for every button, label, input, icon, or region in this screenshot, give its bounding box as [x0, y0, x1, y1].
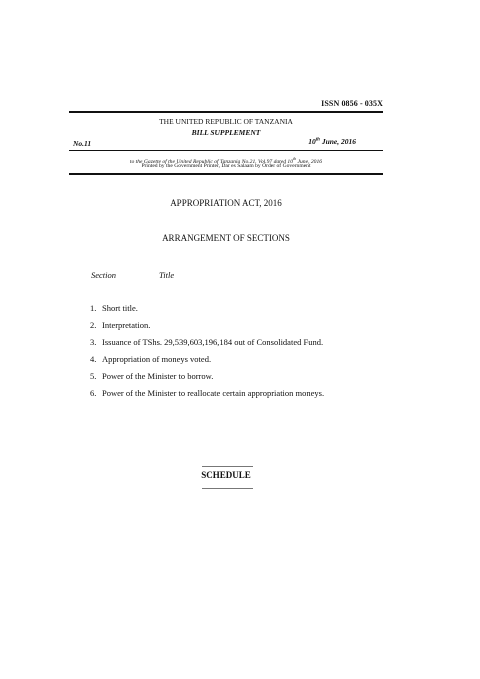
printer-line: Printed by the Government Printer, Dar es Salaam by Order of Government: [141, 163, 311, 169]
schedule-top-rule: [202, 466, 253, 467]
column-header-title: Title: [159, 270, 175, 280]
column-header-section: Section: [91, 270, 117, 280]
section-title: Appropriation of moneys voted.: [102, 354, 212, 364]
section-number: 6.: [90, 388, 97, 398]
sections-list: [90, 302, 324, 404]
section-title: Power of the Minister to reallocate certain appropriation moneys.: [102, 388, 325, 398]
section-item: [90, 302, 324, 319]
header-top-rule: [69, 111, 383, 113]
section-item: [90, 353, 324, 370]
section-number: 2.: [90, 320, 97, 330]
republic-heading: THE UNITED REPUBLIC OF TANZANIA: [159, 117, 293, 126]
section-number: 1.: [90, 303, 97, 313]
date-ordinal: th: [315, 137, 320, 143]
section-item: [90, 336, 324, 353]
header-middle-rule: [69, 150, 383, 151]
date-month-year: June, 2016: [319, 137, 356, 146]
section-title: Short title.: [102, 303, 138, 313]
section-title: Power of the Minister to borrow.: [102, 371, 214, 381]
bill-supplement-heading: BILL SUPPLEMENT: [191, 128, 261, 137]
schedule-bottom-rule: [202, 488, 253, 489]
arrangement-title: ARRANGEMENT OF SECTIONS: [162, 233, 290, 243]
section-item: [90, 319, 324, 336]
gazette-ordinal: th: [293, 156, 297, 161]
header-bottom-rule: [69, 173, 383, 175]
supplement-date: [308, 137, 356, 146]
act-title: APPROPRIATION ACT, 2016: [170, 198, 282, 208]
section-item: [90, 370, 324, 387]
section-title: Issuance of TShs. 29,539,603,196,184 out of Consolidated Fund.: [102, 337, 324, 347]
date-day: 10: [308, 137, 316, 146]
gazette-reference-text: to the Gazette of the United Republic of Tanzania No.21. Vol.97 dated 10: [129, 158, 293, 165]
schedule-heading: SCHEDULE: [201, 470, 251, 480]
section-title: Interpretation.: [102, 320, 151, 330]
section-number: 5.: [90, 371, 97, 381]
section-number: 3.: [90, 337, 97, 347]
gazette-date-rest: June, 2016: [296, 158, 323, 165]
issn-number: ISSN 0856 - 035X: [321, 99, 383, 108]
supplement-number: No.11: [73, 139, 92, 148]
section-item: [90, 387, 324, 404]
section-number: 4.: [90, 354, 97, 364]
